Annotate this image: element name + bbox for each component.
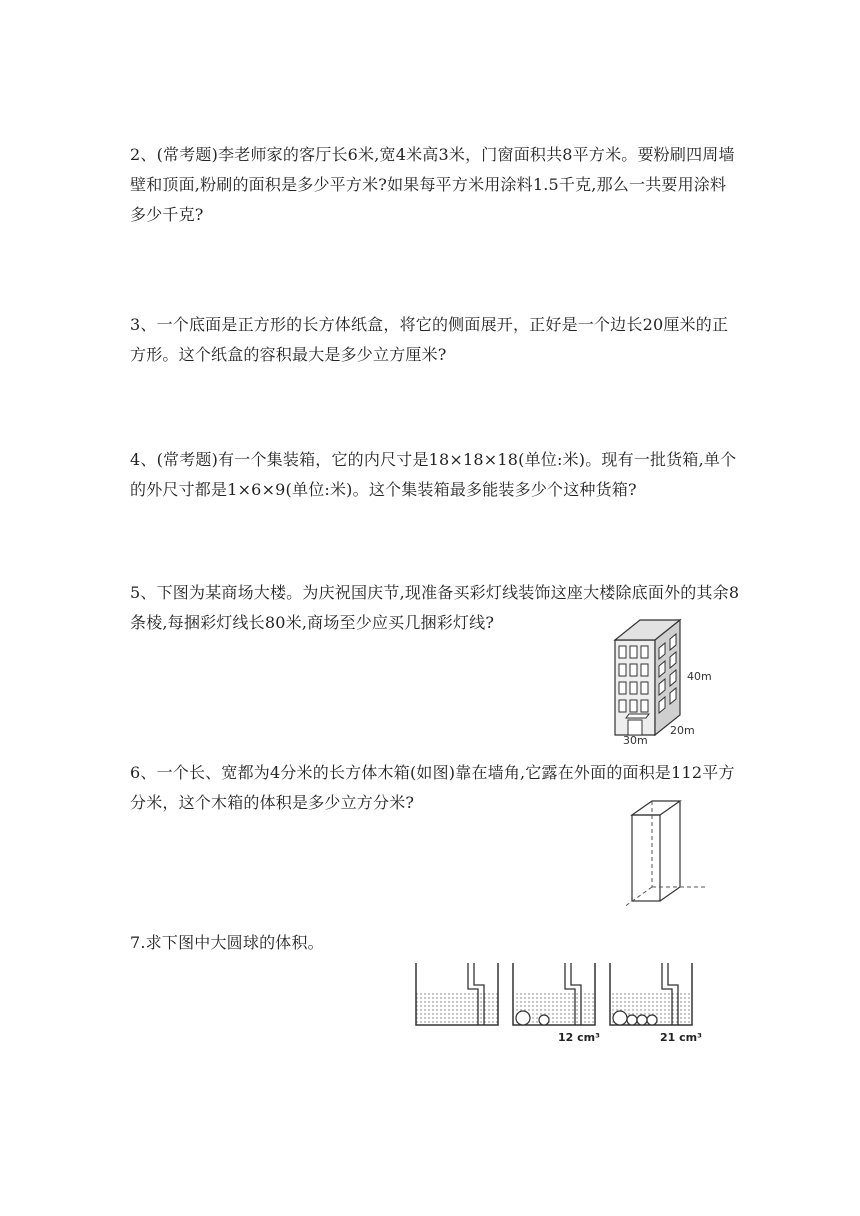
question-6: 6、一个长、宽都为4分米的长方体木箱(如图)靠在墙角,它露在外面的面积是112平方分米，这个木箱的体积是多少立方分米? xyxy=(130,763,735,812)
volume-label-2: 12 cm³ xyxy=(558,1031,600,1044)
big-ball xyxy=(613,1011,627,1025)
containers-figure xyxy=(408,945,708,1050)
length-label: 30m xyxy=(623,734,648,745)
building-figure xyxy=(610,610,720,745)
small-ball xyxy=(539,1015,549,1025)
height-label: 40m xyxy=(687,670,712,683)
question-2: 2、(常考题)李老师家的客厅长6米,宽4米高3米，门窗面积共8平方米。要粉刷四周墙壁和顶面,粉刷的面积是多少平方米?如果每平方米用涂料1.5千克,那么一共要用涂料多少千克? xyxy=(130,145,735,224)
question-5: 5、下图为某商场大楼。为庆祝国庆节,现准备买彩灯线装饰这座大楼除底面外的其余8条棱,每捆彩灯线长80米,商场至少应买几捆彩灯线? xyxy=(130,583,740,632)
question-4: 4、(常考题)有一个集装箱，它的内尺寸是18×18×18(单位:米)。现有一批货箱,单个的外尺寸都是1×6×9(单位:米)。这个集装箱最多能装多少个这种货箱? xyxy=(130,450,737,499)
box-figure xyxy=(612,795,712,913)
volume-label-3: 21 cm³ xyxy=(660,1031,702,1044)
big-ball xyxy=(516,1011,530,1025)
container-1 xyxy=(416,963,498,1025)
small-ball xyxy=(637,1015,647,1025)
container-2 xyxy=(513,963,600,1044)
small-ball xyxy=(627,1015,637,1025)
question-3: 3、一个底面是正方形的长方体纸盒，将它的侧面展开，正好是一个边长20厘米的正方形。这个纸盒的容积最大是多少立方厘米? xyxy=(130,315,729,364)
container-3 xyxy=(610,963,702,1044)
width-label: 20m xyxy=(670,724,695,737)
small-ball xyxy=(647,1015,657,1025)
question-7: 7.求下图中大圆球的体积。 xyxy=(130,933,324,952)
